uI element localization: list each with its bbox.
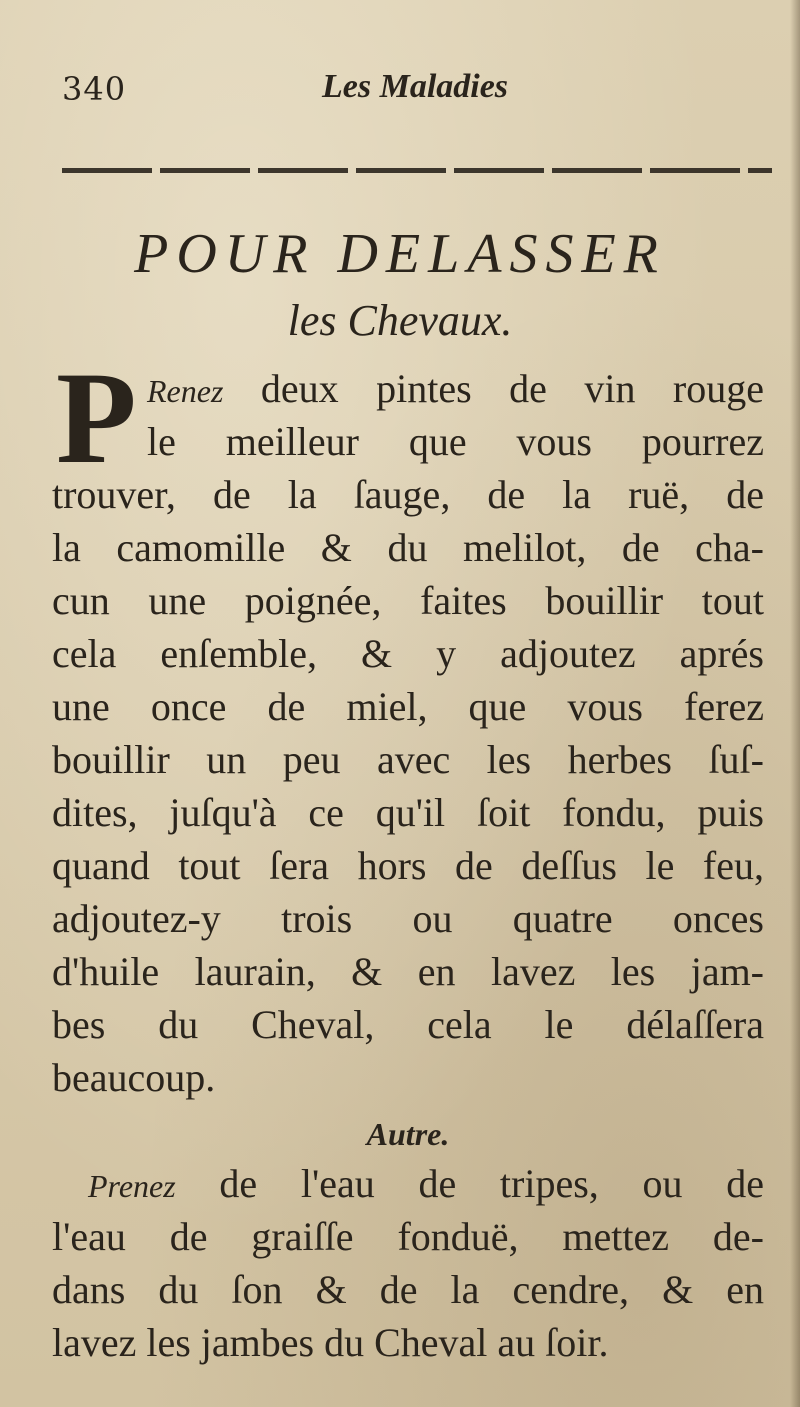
text-line: une once de miel, que vous ferez [52, 684, 764, 729]
subsection-heading: Autre. [366, 1116, 450, 1152]
text-line: le meilleur que vous pourrez [147, 419, 764, 464]
text-line: trouver, de la ſauge, de la ruë, de [52, 472, 764, 517]
first-word: Renez [147, 373, 224, 409]
text-line: cun une poignée, faites bouillir tout [52, 578, 764, 623]
text-line: cela enſemble, & y adjoutez aprés [52, 631, 764, 676]
text-line: dites, juſqu'à ce qu'il ſoit fondu, puis [52, 790, 764, 835]
header-rule [62, 168, 772, 173]
text-line: la camomille & du melilot, de cha- [52, 525, 764, 570]
text-line [52, 1157, 764, 1210]
text-line: l'eau de graiſſe fonduë, mettez de- [52, 1214, 764, 1259]
running-head: Les Maladies [322, 68, 509, 105]
drop-cap: P [56, 344, 137, 491]
text-line: adjoutez-y trois ou quatre onces [52, 896, 764, 941]
text-line: d'huile laurain, & en lavez les jam- [52, 949, 764, 994]
text-line: quand tout ſera hors de deſſus le feu, [52, 843, 764, 888]
text-line: dans du ſon & de la cendre, & en [52, 1267, 764, 1312]
text-line: bes du Cheval, cela le délaſſera [52, 1002, 764, 1047]
text-line: beaucoup. [52, 1055, 216, 1100]
text-line: lavez les jambes du Cheval au ſoir. [52, 1320, 609, 1365]
line-text: de l'eau de tripes, ou de [219, 1161, 764, 1206]
text-line [52, 362, 764, 415]
first-word: Prenez [88, 1168, 176, 1204]
line-text: deux pintes de vin rouge [260, 366, 764, 411]
text-line: bouillir un peu avec les herbes ſuſ- [52, 737, 764, 782]
body-text [52, 362, 764, 1369]
section-title: POUR DELASSER [134, 223, 666, 285]
section-subtitle: les Chevaux. [287, 296, 513, 345]
page-edge-shadow [790, 0, 800, 1407]
page-number: 340 [62, 70, 127, 108]
